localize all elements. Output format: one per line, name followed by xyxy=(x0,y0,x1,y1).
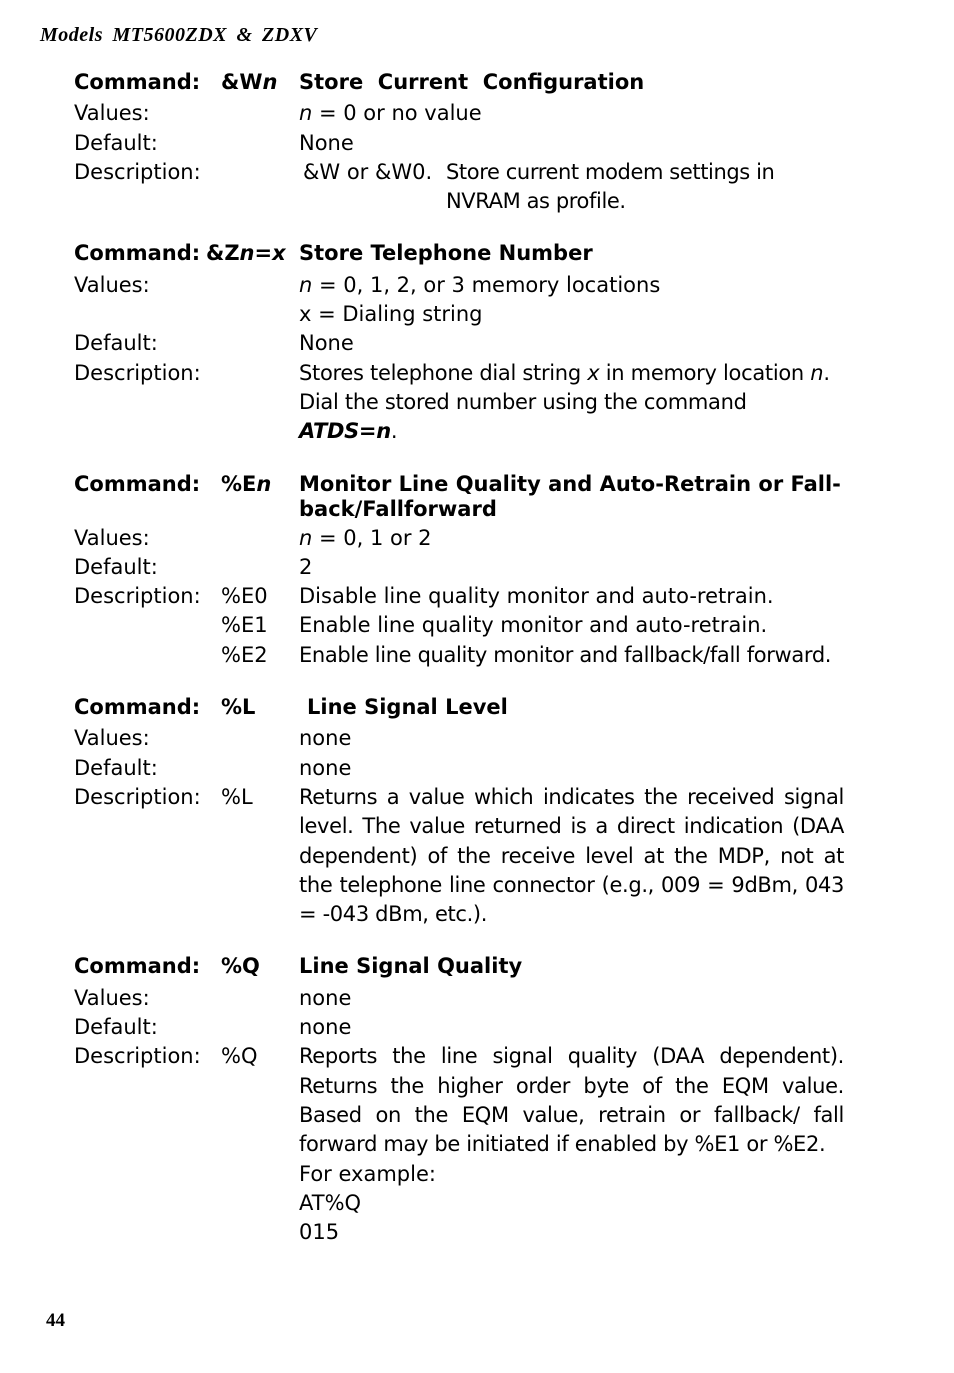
values-label: Values: xyxy=(74,272,150,297)
option-text: Enable line quality monitor and fallback/fall forward. xyxy=(299,642,832,667)
running-header: Models MT5600ZDX & ZDXV xyxy=(40,24,318,46)
values-row xyxy=(74,984,844,1013)
description-lead: &W or &W0. xyxy=(303,159,433,184)
values-row xyxy=(74,524,844,553)
default-label: Default: xyxy=(74,755,158,780)
command-section-line-quality xyxy=(74,470,844,670)
default-row xyxy=(74,754,844,783)
command-code: %En xyxy=(221,471,272,496)
description-label: Description: xyxy=(74,584,201,609)
page-number: 44 xyxy=(46,1310,65,1331)
values-text: n = 0, 1, 2, or 3 memory locations xyxy=(299,272,661,297)
command-code: %L xyxy=(221,695,256,720)
description-label: Description: xyxy=(74,1044,201,1069)
default-value: None xyxy=(299,331,354,356)
command-title: Line Signal Quality xyxy=(299,954,523,979)
command-label: Command: xyxy=(74,70,201,94)
command-code: &Zn=x xyxy=(206,241,286,266)
values-label: Values: xyxy=(74,101,150,126)
description-label: Description: xyxy=(74,784,201,809)
values-text: n = 0 or no value xyxy=(299,101,482,126)
command-title: Store Telephone Number xyxy=(299,241,593,266)
values-label: Values: xyxy=(74,525,150,550)
default-label: Default: xyxy=(74,331,158,356)
command-row xyxy=(74,952,844,981)
command-section-signal-level xyxy=(74,693,844,929)
values-text: none xyxy=(299,985,352,1010)
command-row xyxy=(74,470,844,522)
option-text: Enable line quality monitor and auto-retrain. xyxy=(299,613,768,638)
values-text: none xyxy=(299,726,352,751)
option-row xyxy=(74,641,844,670)
description-label: Description: xyxy=(74,159,201,184)
command-title: Line Signal Level xyxy=(307,695,508,720)
option-code: %E2 xyxy=(221,642,268,667)
example-label: For example: xyxy=(299,1161,436,1186)
description-code: %L xyxy=(221,784,253,809)
values-text: x = Dialing string xyxy=(299,302,483,327)
default-value: none xyxy=(299,1015,352,1040)
option-code: %E1 xyxy=(221,613,268,638)
description-text: Returns a value which indicates the received signal level. The value returned is a direct indication (DAA dependent) of the receive level at the MDP, not at the telephone line connector (e.g., 009 = 9dBm, 043 = -043 dBm, etc.). xyxy=(299,784,844,927)
description-row xyxy=(74,1042,844,1247)
default-label: Default: xyxy=(74,1015,158,1040)
description-row xyxy=(74,359,844,447)
command-label: Command: xyxy=(74,471,201,496)
command-section-signal-quality xyxy=(74,952,844,1247)
default-value: 2 xyxy=(299,554,313,579)
command-label: Command: xyxy=(74,241,201,266)
example-line: AT%Q xyxy=(299,1190,362,1215)
default-row xyxy=(74,553,844,582)
command-section-store-config xyxy=(74,68,844,216)
option-code: %E0 xyxy=(221,584,268,609)
values-text: n = 0, 1 or 2 xyxy=(299,525,432,550)
values-row xyxy=(74,271,844,330)
command-title: Monitor Line Quality and Auto-Retrain or Fall-back/Fallforward xyxy=(299,471,841,521)
command-row xyxy=(74,239,844,268)
command-section-store-number xyxy=(74,239,844,446)
command-code: %Q xyxy=(221,954,260,979)
default-label: Default: xyxy=(74,130,158,155)
values-row xyxy=(74,99,844,128)
default-value: None xyxy=(299,130,354,155)
description-text: Reports the line signal quality (DAA dependent). Returns the higher order byte of the EQM value. Based on the EQM value, retrain or fallback/ fall forward may be initiated if enabled by %E1 or %E2. xyxy=(299,1044,844,1157)
description-row xyxy=(74,158,844,217)
description-row xyxy=(74,783,844,929)
command-row xyxy=(74,693,844,722)
command-code: &Wn xyxy=(221,70,278,94)
values-label: Values: xyxy=(74,985,150,1010)
values-row xyxy=(74,724,844,753)
default-row xyxy=(74,129,844,158)
description-text: Stores telephone dial string x in memory location n. Dial the stored number using the command ATDS=n. xyxy=(299,360,830,444)
page-content xyxy=(74,68,844,1270)
command-label: Command: xyxy=(74,695,201,720)
description-code: %Q xyxy=(221,1044,258,1069)
default-label: Default: xyxy=(74,554,158,579)
description-label: Description: xyxy=(74,360,201,385)
command-row xyxy=(74,68,844,97)
example-line: 015 xyxy=(299,1220,340,1245)
description-text: Store current modem settings in NVRAM as profile. xyxy=(446,159,775,214)
description-row xyxy=(74,582,844,611)
option-row xyxy=(74,611,844,640)
default-row xyxy=(74,1013,844,1042)
command-title: Store Current Configuration xyxy=(299,70,645,94)
default-row xyxy=(74,329,844,358)
option-text: Disable line quality monitor and auto-retrain. xyxy=(299,584,774,609)
command-label: Command: xyxy=(74,954,201,979)
values-label: Values: xyxy=(74,726,150,751)
default-value: none xyxy=(299,755,352,780)
